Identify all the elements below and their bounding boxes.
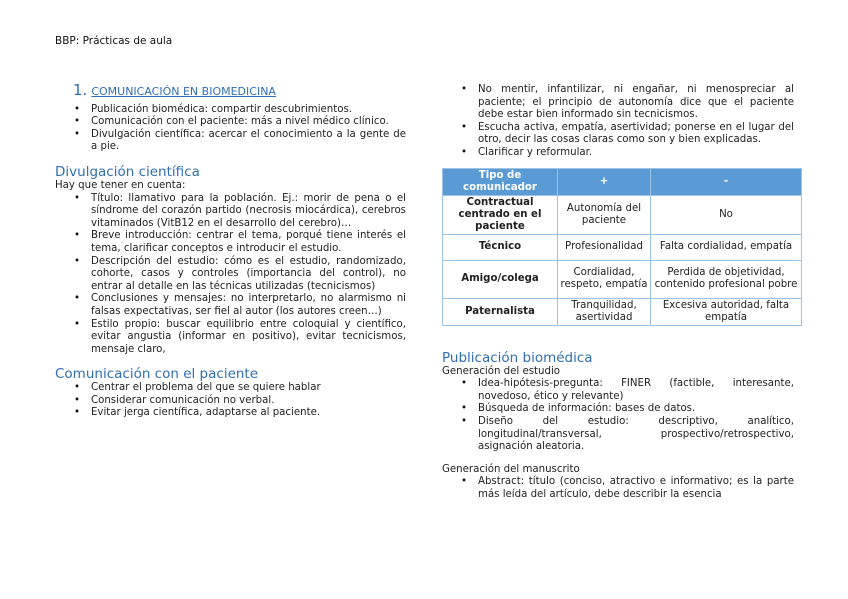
section-heading	[73, 81, 406, 99]
list-item: • Idea-hipótesis-pregunta: FINER (factible, interesante, novedoso, ético y relevante)	[442, 378, 794, 403]
row-type: Paternalista	[443, 298, 558, 325]
list-item: • Evitar jerga científica, adaptarse al paciente.	[55, 407, 406, 420]
list-item: • Diseño del estudio: descriptivo, analítico, longitudinal/transversal, prospectivo/retrospectivo, asignación aleatoria.	[442, 416, 794, 454]
divulgacion-lead: Hay que tener en cuenta:	[55, 179, 186, 191]
section-number: 1.	[73, 81, 88, 99]
list-item: • Estilo propio: buscar equilibrio entre coloquial y científico, evitar angustia (informar en positivo), evitar tecnicismos, mensaje claro,	[55, 319, 406, 357]
list-item: • Escucha activa, empatía, asertividad; ponerse en el lugar del otro, decir las cosas claras como son y bien explicadas.	[442, 122, 794, 147]
communicator-table	[442, 168, 802, 326]
manuscrito-label: Generación del manuscrito	[442, 463, 580, 475]
list-item: • Centrar el problema del que se quiere hablar	[55, 382, 406, 395]
publicacion-heading: Publicación biomédica	[442, 349, 593, 366]
list-item: • No mentir, infantilizar, ni engañar, ni menospreciar al paciente; el principio de autonomía dice que el paciente debe estar bien informado sin tecnicismos.	[442, 84, 794, 122]
list-item: • Clarificar y reformular.	[442, 147, 794, 160]
row-minus: Falta cordialidad, empatía	[651, 234, 802, 260]
estudio-label: Generación del estudio	[442, 365, 561, 377]
row-plus: Cordialidad, respeto, empatía	[558, 260, 651, 298]
section-title[interactable]: COMUNICACIÓN EN BIOMEDICINA	[91, 85, 276, 98]
list-item: • Comunicación con el paciente: más a nivel médico clínico.	[55, 116, 406, 129]
right-top-list	[442, 84, 794, 160]
table-row	[443, 195, 802, 234]
row-plus: Tranquilidad, asertividad	[558, 298, 651, 325]
table-header-plus: +	[558, 168, 651, 195]
table-header-type: Tipo de comunicador	[443, 168, 558, 195]
list-item: • Abstract: título (conciso, atractivo e informativo; es la parte más leída del artículo, debe describir la esencia	[442, 476, 794, 501]
divulgacion-list	[55, 193, 406, 357]
row-minus: Perdida de objetividad, contenido profesional pobre	[651, 260, 802, 298]
list-item: • Considerar comunicación no verbal.	[55, 395, 406, 408]
list-item: • Divulgación científica: acercar el conocimiento a la gente de a pie.	[55, 129, 406, 154]
row-type: Técnico	[443, 234, 558, 260]
table-header-minus: -	[651, 168, 802, 195]
list-item: • Búsqueda de información: bases de datos.	[442, 403, 794, 416]
estudio-list	[442, 378, 794, 454]
paciente-list	[55, 382, 406, 420]
list-item: • Conclusiones y mensajes: no interpretarlo, no alarmismo ni falsas expectativas, ser fiel al autor (los autores creen…)	[55, 293, 406, 318]
table-row	[443, 260, 802, 298]
list-item: • Título: llamativo para la población. Ej.: morir de pena o el síndrome del corazón partido (necrosis miocárdica), cerebros vitaminados (VitB12 en el desarrollo del cerebro)…	[55, 193, 406, 231]
manuscrito-list	[442, 476, 794, 501]
row-type: Amigo/colega	[443, 260, 558, 298]
intro-list	[55, 104, 406, 154]
row-plus: Profesionalidad	[558, 234, 651, 260]
table-row	[443, 298, 802, 325]
left-column	[55, 81, 406, 420]
divulgacion-heading: Divulgación científica	[55, 163, 200, 180]
table-header-row	[443, 168, 802, 195]
row-type: Contractual centrado en el paciente	[443, 195, 558, 234]
list-item: • Breve introducción: centrar el tema, porqué tiene interés el tema, clarificar conceptos e introducir el estudio.	[55, 230, 406, 255]
row-minus: Excesiva autoridad, falta empatía	[651, 298, 802, 325]
paciente-heading: Comunicación con el paciente	[55, 366, 259, 383]
list-item: • Publicación biomédica: compartir descubrimientos.	[55, 104, 406, 117]
row-plus: Autonomía del paciente	[558, 195, 651, 234]
row-minus: No	[651, 195, 802, 234]
table-row	[443, 234, 802, 260]
list-item: • Descripción del estudio: cómo es el estudio, randomizado, cohorte, casos y controles (importancia del control), no entrar al detalle en las técnicas utilizadas (tecnicismos)	[55, 256, 406, 294]
page-header: BBP: Prácticas de aula	[55, 35, 173, 47]
right-column	[442, 84, 798, 502]
